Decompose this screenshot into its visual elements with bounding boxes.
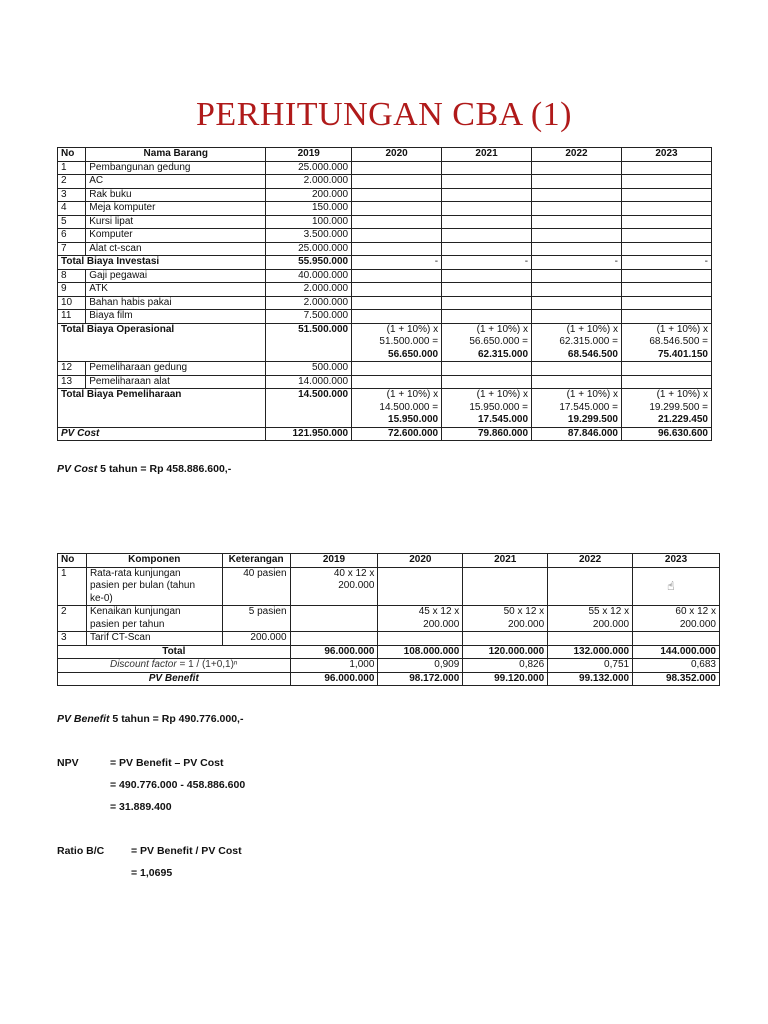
header-2023: 2023	[633, 554, 720, 568]
pemeliharaan-2021: (1 + 10%) x 15.950.000 = 17.545.000	[442, 389, 532, 428]
operasional-2021: (1 + 10%) x 56.650.000 = 62.315.000	[442, 323, 532, 362]
header-komponen: Komponen	[86, 554, 222, 568]
discount-2023: 0,683	[633, 659, 720, 673]
item-name: Biaya film	[86, 310, 266, 324]
npv-label: NPV	[57, 757, 79, 769]
item-2019: 150.000	[266, 202, 352, 216]
item-no: 5	[58, 215, 86, 229]
table-row	[58, 362, 712, 376]
row-2019: 40 x 12 x 200.000	[290, 567, 378, 606]
item-name: Komputer	[86, 229, 266, 243]
header-no: No	[58, 148, 86, 162]
item-2019: 7.500.000	[266, 310, 352, 324]
pv-cost-2021: 79.860.000	[442, 427, 532, 441]
ratio-line-1: = PV Benefit / PV Cost	[131, 845, 242, 857]
table-row	[58, 215, 712, 229]
benefit-table	[57, 553, 720, 686]
benefit-header-row	[58, 554, 720, 568]
total-operasional-label: Total Biaya Operasional	[58, 323, 266, 362]
item-no: 1	[58, 161, 86, 175]
benefit-total-row	[58, 645, 720, 659]
item-no: 3	[58, 188, 86, 202]
table-row	[58, 375, 712, 389]
npv-line-1: = PV Benefit – PV Cost	[110, 757, 224, 769]
operasional-2022: (1 + 10%) x 62.315.000 = 68.546.500	[532, 323, 622, 362]
discount-factor-row	[58, 659, 720, 673]
item-no: 8	[58, 269, 86, 283]
pv-cost-2022: 87.846.000	[532, 427, 622, 441]
pv-benefit-2021: 99.120.000	[463, 672, 548, 686]
pv-benefit-2019: 96.000.000	[290, 672, 378, 686]
item-no: 13	[58, 375, 86, 389]
cost-header-row	[58, 148, 712, 162]
pv-cost-note: PV Cost 5 tahun = Rp 458.886.600,-	[57, 463, 232, 475]
header-2022: 2022	[548, 554, 633, 568]
dash-cell: -	[532, 256, 622, 270]
row-2020: 45 x 12 x 200.000	[378, 606, 463, 632]
table-row	[58, 188, 712, 202]
total-pemeliharaan-label: Total Biaya Pemeliharaan	[58, 389, 266, 428]
pv-cost-2020: 72.600.000	[352, 427, 442, 441]
benefit-row-2	[58, 606, 720, 632]
header-no: No	[58, 554, 87, 568]
header-2020: 2020	[352, 148, 442, 162]
header-keterangan: Keterangan	[222, 554, 290, 568]
total-investasi-label: Total Biaya Investasi	[58, 256, 266, 270]
item-2019: 3.500.000	[266, 229, 352, 243]
total-investasi-row	[58, 256, 712, 270]
item-2019: 100.000	[266, 215, 352, 229]
total-pemeliharaan-row	[58, 389, 712, 428]
item-no: 2	[58, 175, 86, 189]
pemeliharaan-2022: (1 + 10%) x 17.545.000 = 19.299.500	[532, 389, 622, 428]
table-row	[58, 269, 712, 283]
row-komponen: Kenaikan kunjungan pasien per tahun	[86, 606, 222, 632]
row-no: 1	[58, 567, 87, 606]
pv-benefit-row	[58, 672, 720, 686]
total-operasional-row	[58, 323, 712, 362]
pv-benefit-2023: 98.352.000	[633, 672, 720, 686]
hand-cursor-icon: ☝	[667, 578, 675, 593]
item-no: 6	[58, 229, 86, 243]
pv-benefit-2022: 99.132.000	[548, 672, 633, 686]
benefit-row-3	[58, 632, 720, 646]
header-2020: 2020	[378, 554, 463, 568]
table-row	[58, 242, 712, 256]
table-row	[58, 310, 712, 324]
dash-cell: -	[352, 256, 442, 270]
total-2023: 144.000.000	[633, 645, 720, 659]
item-no: 11	[58, 310, 86, 324]
pv-cost-2023: 96.630.600	[621, 427, 711, 441]
item-name: Pemeliharaan alat	[86, 375, 266, 389]
item-2019: 25.000.000	[266, 161, 352, 175]
operasional-2023: (1 + 10%) x 68.546.500 = 75.401.150	[621, 323, 711, 362]
benefit-row-1	[58, 567, 720, 606]
total-pemeliharaan-2019: 14.500.000	[266, 389, 352, 428]
item-2019: 40.000.000	[266, 269, 352, 283]
item-name: ATK	[86, 283, 266, 297]
header-2019: 2019	[266, 148, 352, 162]
row-keterangan: 5 pasien	[222, 606, 290, 632]
cost-table	[57, 147, 712, 441]
item-no: 12	[58, 362, 86, 376]
total-2019: 96.000.000	[290, 645, 378, 659]
table-row	[58, 296, 712, 310]
total-operasional-2019: 51.500.000	[266, 323, 352, 362]
discount-2022: 0,751	[548, 659, 633, 673]
item-2019: 500.000	[266, 362, 352, 376]
item-name: Kursi lipat	[86, 215, 266, 229]
header-nama-barang: Nama Barang	[86, 148, 266, 162]
item-name: Bahan habis pakai	[86, 296, 266, 310]
item-name: Pemeliharaan gedung	[86, 362, 266, 376]
npv-line-3: = 31.889.400	[110, 801, 172, 813]
row-2022: 55 x 12 x 200.000	[548, 606, 633, 632]
dash-cell: -	[621, 256, 711, 270]
table-row	[58, 202, 712, 216]
row-keterangan: 200.000	[222, 632, 290, 646]
operasional-2020: (1 + 10%) x 51.500.000 = 56.650.000	[352, 323, 442, 362]
discount-label: Discount factor = 1 / (1+0,1)ⁿ	[58, 659, 291, 673]
item-no: 9	[58, 283, 86, 297]
row-komponen: Rata-rata kunjungan pasien per bulan (tahun ke-0)	[86, 567, 222, 606]
discount-2019: 1,000	[290, 659, 378, 673]
row-no: 3	[58, 632, 87, 646]
discount-2021: 0,826	[463, 659, 548, 673]
dash-cell: -	[442, 256, 532, 270]
header-2023: 2023	[621, 148, 711, 162]
pv-benefit-note: PV Benefit 5 tahun = Rp 490.776.000,-	[57, 713, 244, 725]
item-2019: 2.000.000	[266, 283, 352, 297]
header-2021: 2021	[442, 148, 532, 162]
item-2019: 2.000.000	[266, 296, 352, 310]
item-2019: 2.000.000	[266, 175, 352, 189]
pv-cost-row	[58, 427, 712, 441]
row-komponen: Tarif CT-Scan	[86, 632, 222, 646]
total-2020: 108.000.000	[378, 645, 463, 659]
header-2021: 2021	[463, 554, 548, 568]
total-label: Total	[58, 645, 291, 659]
ratio-label: Ratio B/C	[57, 845, 105, 857]
row-no: 2	[58, 606, 87, 632]
discount-2020: 0,909	[378, 659, 463, 673]
pv-cost-label: PV Cost	[58, 427, 266, 441]
item-name: Pembangunan gedung	[86, 161, 266, 175]
item-2019: 200.000	[266, 188, 352, 202]
item-name: Gaji pegawai	[86, 269, 266, 283]
row-2023: 60 x 12 x 200.000	[633, 606, 720, 632]
pv-cost-2019: 121.950.000	[266, 427, 352, 441]
pemeliharaan-2020: (1 + 10%) x 14.500.000 = 15.950.000	[352, 389, 442, 428]
pv-benefit-2020: 98.172.000	[378, 672, 463, 686]
header-2019: 2019	[290, 554, 378, 568]
header-2022: 2022	[532, 148, 622, 162]
table-row	[58, 161, 712, 175]
item-2019: 25.000.000	[266, 242, 352, 256]
item-name: Rak buku	[86, 188, 266, 202]
table-row	[58, 175, 712, 189]
item-no: 4	[58, 202, 86, 216]
page-title: PERHITUNGAN CBA (1)	[196, 96, 572, 133]
item-2019: 14.000.000	[266, 375, 352, 389]
pemeliharaan-2023: (1 + 10%) x 19.299.500 = 21.229.450	[621, 389, 711, 428]
ratio-line-2: = 1,0695	[131, 867, 173, 879]
item-no: 10	[58, 296, 86, 310]
row-2021: 50 x 12 x 200.000	[463, 606, 548, 632]
total-investasi-2019: 55.950.000	[266, 256, 352, 270]
item-name: Meja komputer	[86, 202, 266, 216]
item-no: 7	[58, 242, 86, 256]
table-row	[58, 229, 712, 243]
item-name: AC	[86, 175, 266, 189]
pv-benefit-label: PV Benefit	[58, 672, 291, 686]
table-row	[58, 283, 712, 297]
npv-line-2: = 490.776.000 - 458.886.600	[110, 779, 246, 791]
total-2022: 132.000.000	[548, 645, 633, 659]
row-keterangan: 40 pasien	[222, 567, 290, 606]
total-2021: 120.000.000	[463, 645, 548, 659]
item-name: Alat ct-scan	[86, 242, 266, 256]
